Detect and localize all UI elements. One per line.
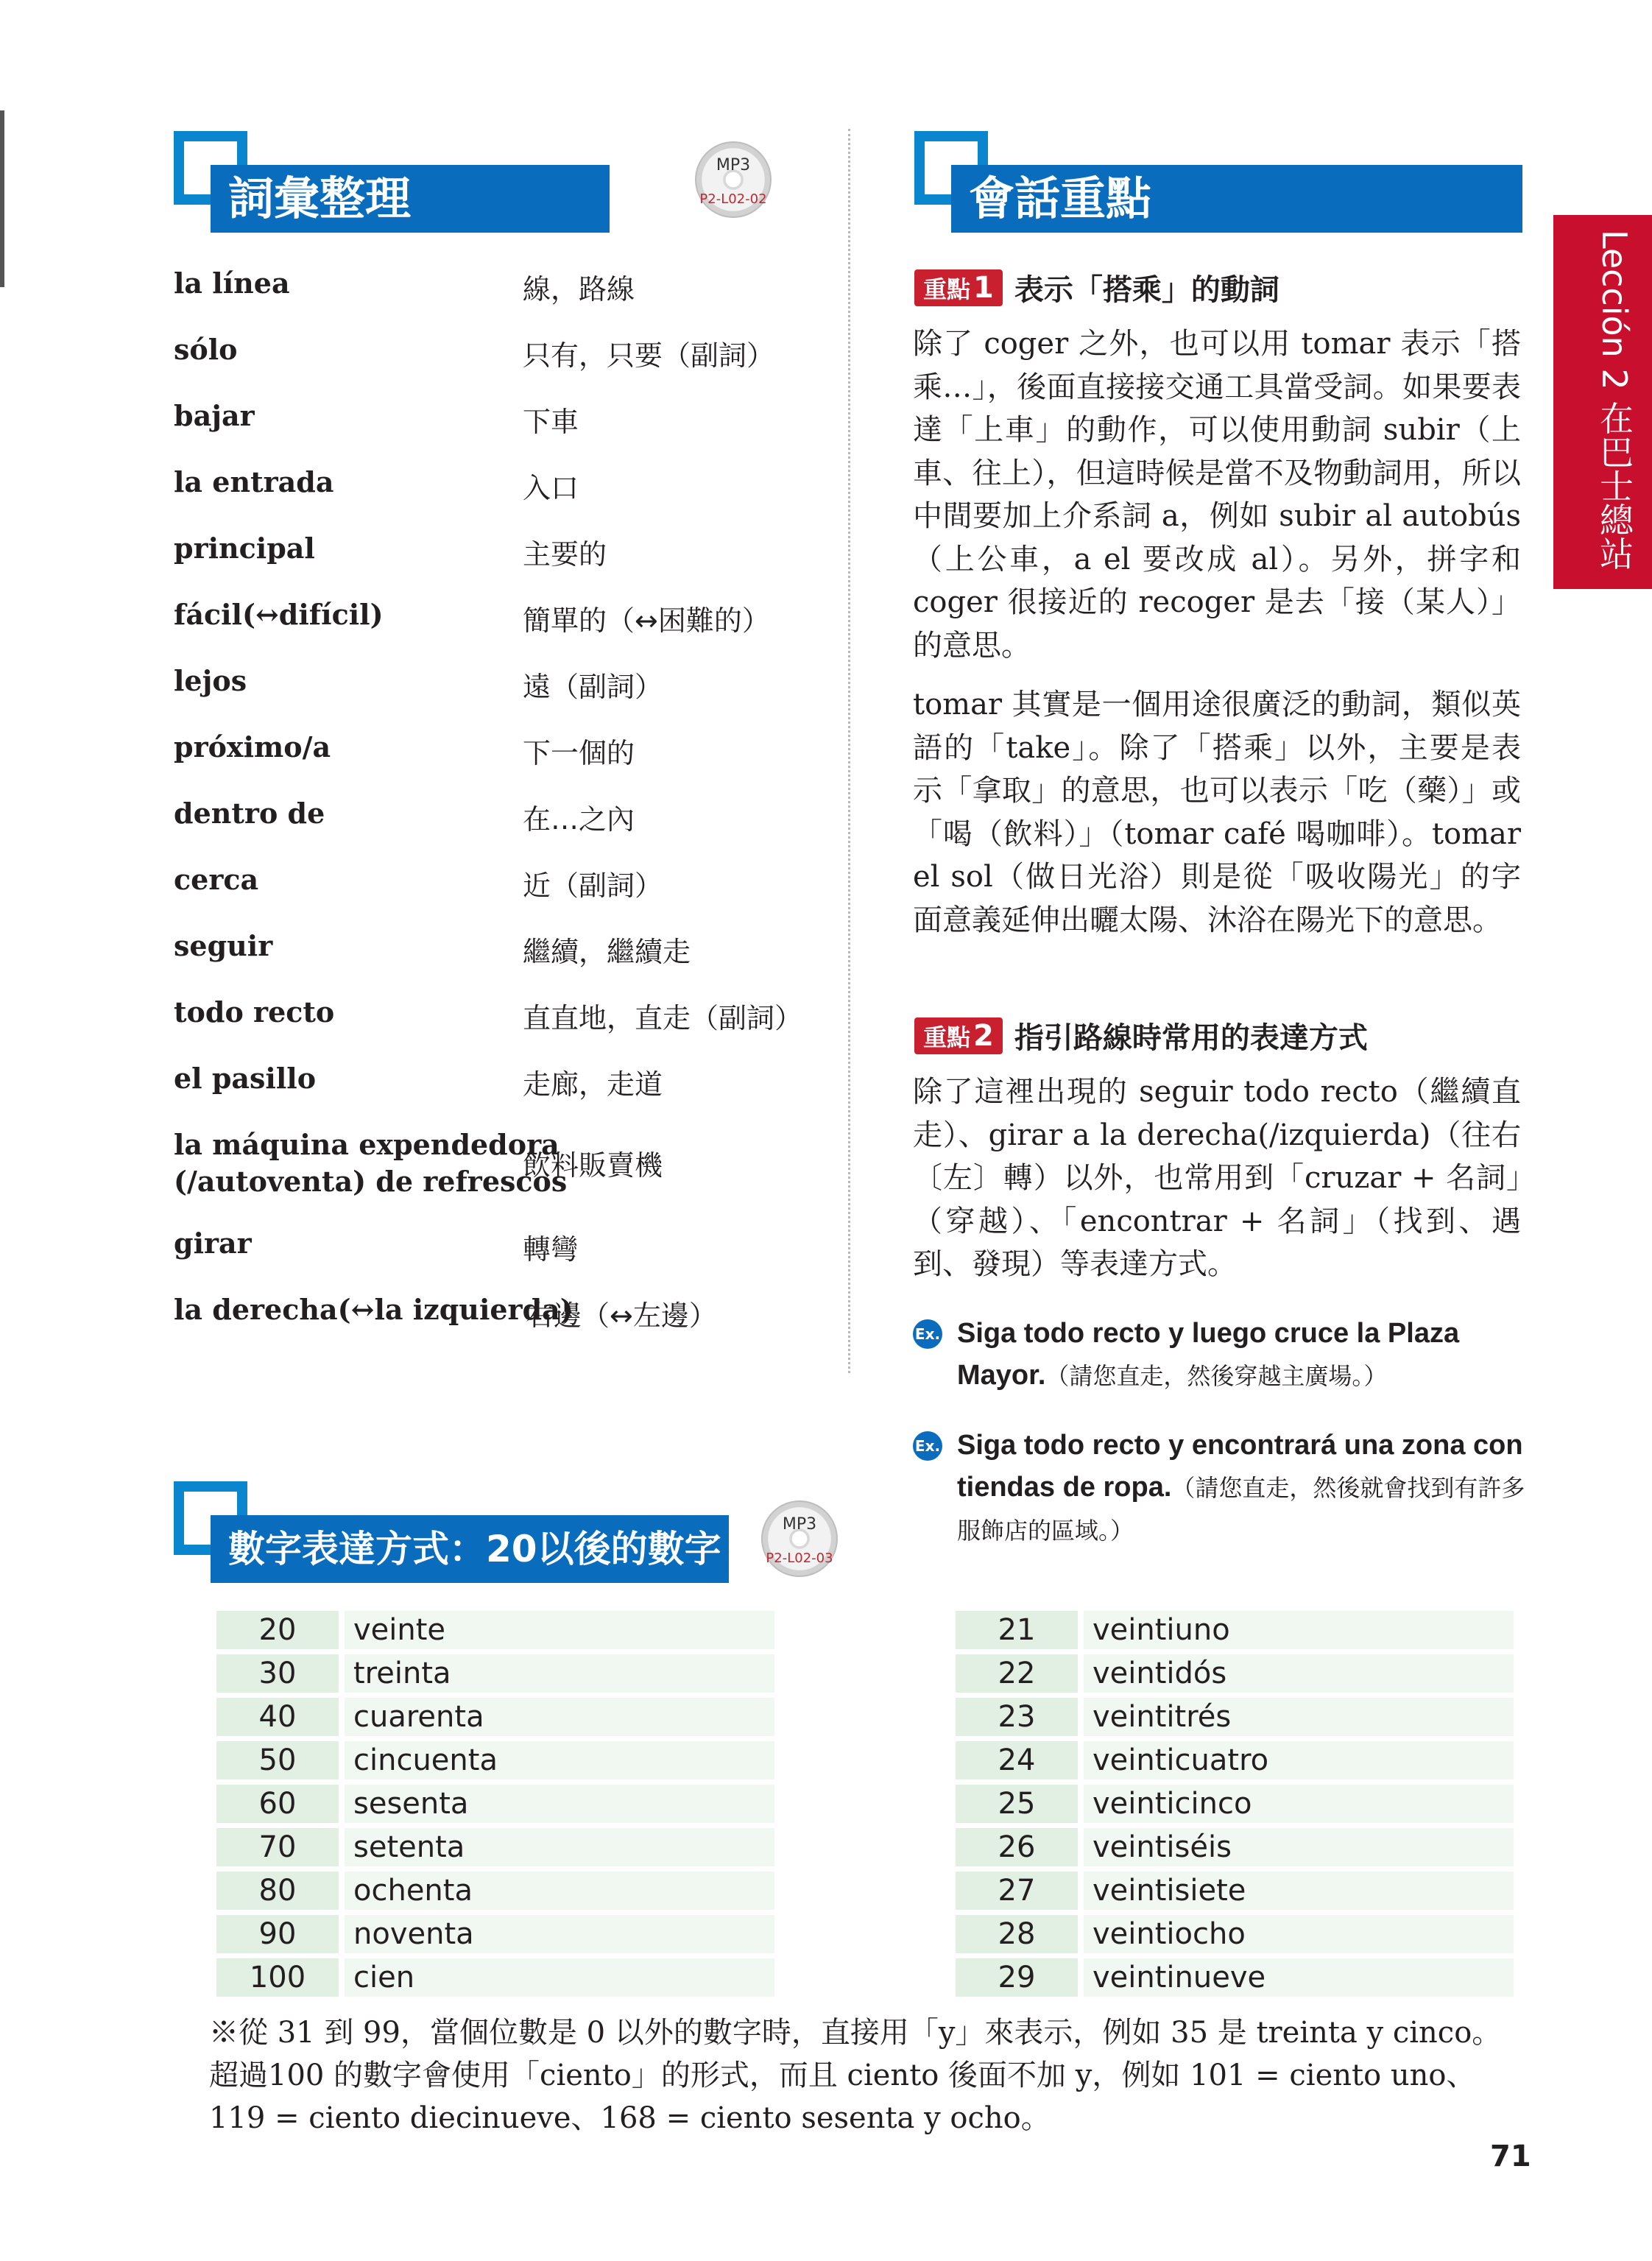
example-icon: Ex.: [913, 1319, 942, 1349]
vocab-spanish: la línea: [174, 267, 290, 300]
point2-paragraph: 除了這裡出現的 seguir todo recto（繼續直走）、girar a la derecha(/izquierda)（往右〔左〕轉）以外，也常用到「cruzar + 名詞」（穿越）、「encontrar + 名詞」（找到、遇到、發現）等表達方式。: [913, 1075, 1521, 1281]
number-word: veintiocho: [1084, 1915, 1514, 1953]
number-row: [216, 1828, 774, 1866]
number-digit: 22: [956, 1654, 1078, 1693]
number-digit: 27: [956, 1872, 1078, 1910]
number-word: noventa: [345, 1915, 774, 1953]
number-row: [956, 1654, 1514, 1693]
example-icon: Ex.: [913, 1431, 942, 1461]
number-row: [956, 1958, 1514, 1997]
number-digit: 25: [956, 1785, 1078, 1823]
number-digit: 30: [216, 1654, 339, 1693]
number-row: [956, 1915, 1514, 1953]
vocab-chinese: 飲料販賣機: [523, 1149, 663, 1182]
number-row: [956, 1741, 1514, 1779]
number-digit: 23: [956, 1698, 1078, 1736]
vocab-spanish: girar: [174, 1227, 252, 1260]
number-row: [216, 1741, 774, 1779]
number-digit: 26: [956, 1828, 1078, 1866]
vocab-chinese: 簡單的（↔困難的）: [523, 604, 770, 637]
number-word: cincuenta: [345, 1741, 774, 1779]
vocab-chinese: 下車: [523, 406, 579, 438]
vocab-chinese: 線，路線: [523, 273, 635, 306]
point1-heading: [914, 267, 1279, 306]
vocab-spanish: la entrada: [174, 465, 334, 498]
number-row: [956, 1872, 1514, 1910]
vocab-spanish: lejos: [174, 664, 247, 697]
vocab-spanish: la derecha(↔la izquierda): [174, 1293, 573, 1326]
number-row: [216, 1785, 774, 1823]
number-row: [956, 1611, 1514, 1649]
number-digit: 80: [216, 1872, 339, 1910]
number-row: [216, 1872, 774, 1910]
point1-paragraph-1: 除了 coger 之外，也可以用 tomar 表示「搭乘…」，後面直接接交通工具當受詞。如果要表達「上車」的動作，可以使用動詞 subir（上車、往上），但這時候是當不及物動詞用，所以中間要加上介系詞 a，例如 subir al autobús（上公車，a el 要改成 al）。另外，拼字和 coger 很接近的 recoger 是去「接（某人）」的意思。: [913, 327, 1521, 663]
lesson-side-tab: Lección 2 在巴士總站: [1553, 215, 1652, 589]
mp3-cd-icon[interactable]: MP3 P2-L02-03: [761, 1500, 838, 1577]
number-row: [216, 1654, 774, 1693]
number-digit: 29: [956, 1958, 1078, 1997]
vocab-section-title: 詞彙整理: [211, 165, 610, 233]
number-word: setenta: [345, 1828, 774, 1866]
number-word: sesenta: [345, 1785, 774, 1823]
number-word: cuarenta: [345, 1698, 774, 1736]
number-word: treinta: [345, 1654, 774, 1693]
vocab-spanish: dentro de: [174, 797, 325, 830]
vocab-spanish: próximo/a: [174, 730, 331, 763]
number-word: veintiuno: [1084, 1611, 1514, 1649]
point-badge: 重點 2: [914, 1017, 1003, 1054]
example-spanish: Siga todo recto y luego cruce la Plaza Mayor.: [957, 1318, 1460, 1391]
number-word: veintiséis: [1084, 1828, 1514, 1866]
vocab-chinese: 下一個的: [523, 737, 635, 769]
mp3-cd-icon[interactable]: MP3 P2-L02-02: [695, 141, 772, 218]
number-digit: 20: [216, 1611, 339, 1649]
numbers-section-title: 數字表達方式：20以後的數字: [211, 1515, 729, 1583]
number-word: veintidós: [1084, 1654, 1514, 1693]
number-row: [216, 1915, 774, 1953]
number-row: [216, 1958, 774, 1997]
vocab-chinese: 在…之內: [523, 803, 635, 836]
number-row: [216, 1611, 774, 1649]
number-word: cien: [345, 1958, 774, 1997]
number-digit: 70: [216, 1828, 339, 1866]
page-number: 71: [1490, 2140, 1531, 2173]
vocab-chinese: 繼續，繼續走: [523, 936, 691, 968]
point1-title: 表示「搭乘」的動詞: [1014, 273, 1279, 307]
example-translation: （請您直走，然後穿越主廣場。）: [1045, 1362, 1388, 1390]
vocab-spanish: cerca: [174, 863, 259, 896]
number-word: veintinueve: [1084, 1958, 1514, 1997]
number-digit: 50: [216, 1741, 339, 1779]
vocab-chinese: 轉彎: [523, 1233, 579, 1266]
vocab-spanish: la máquina expendedora: [174, 1128, 560, 1161]
example-translation: （請您直走，然後就會找到有許多服飾店的區域。）: [957, 1474, 1525, 1545]
number-digit: 60: [216, 1785, 339, 1823]
point2-heading: [914, 1015, 1368, 1054]
vocab-spanish: fácil(↔difícil): [174, 598, 384, 631]
number-word: veinticinco: [1084, 1785, 1514, 1823]
page-edge-mark: [0, 110, 4, 287]
vocab-spanish: todo recto: [174, 995, 335, 1029]
number-digit: 21: [956, 1611, 1078, 1649]
vocab-chinese: 直直地，直走（副詞）: [523, 1002, 803, 1034]
vocab-spanish-line2: (/autoventa) de refrescos: [174, 1165, 568, 1198]
vocab-spanish: bajar: [174, 399, 255, 432]
numbers-note: ※從 31 到 99，當個位數是 0 以外的數字時，直接用「y」來表示，例如 35 是 treinta y cinco。超過100 的數字會使用「ciento」的形式，而且 ciento 後面不加 y，例如 101 = ciento uno、119 = ciento diecinueve、168 = ciento sesenta y ocho。: [209, 2016, 1502, 2135]
number-word: veinte: [345, 1611, 774, 1649]
number-row: [956, 1785, 1514, 1823]
number-digit: 90: [216, 1915, 339, 1953]
number-digit: 28: [956, 1915, 1078, 1953]
vocab-chinese: 遠（副詞）: [523, 671, 663, 703]
conversation-section-title: 會話重點: [951, 165, 1522, 233]
vocab-spanish: principal: [174, 532, 315, 565]
vocab-chinese: 右邊（↔左邊）: [526, 1299, 717, 1332]
vocab-chinese: 主要的: [523, 538, 607, 571]
vocab-chinese: 入口: [523, 472, 579, 504]
vocab-spanish: seguir: [174, 929, 273, 962]
number-digit: 24: [956, 1741, 1078, 1779]
vocab-chinese: 近（副詞）: [523, 870, 663, 902]
example-spanish: Siga todo recto y encontrará una zona con tiendas de ropa.: [957, 1430, 1523, 1503]
number-word: veinticuatro: [1084, 1741, 1514, 1779]
number-digit: 100: [216, 1958, 339, 1997]
number-row: [216, 1698, 774, 1736]
column-divider: [848, 129, 850, 1373]
vocab-chinese: 只有，只要（副詞）: [523, 339, 775, 372]
point-badge: 重點 1: [914, 269, 1003, 306]
number-row: [956, 1828, 1514, 1866]
vocab-spanish: sólo: [174, 333, 238, 366]
number-word: veintisiete: [1084, 1872, 1514, 1910]
number-digit: 40: [216, 1698, 339, 1736]
vocab-chinese: 走廊，走道: [523, 1068, 663, 1101]
vocab-spanish: el pasillo: [174, 1062, 317, 1095]
point1-paragraph-2: tomar 其實是一個用途很廣泛的動詞，類似英語的「take」。除了「搭乘」以外，主要是表示「拿取」的意思，也可以表示「吃（藥）」或「喝（飲料）」（tomar café 喝咖啡）。tomar el sol（做日光浴）則是從「吸收陽光」的字面意義延伸出曬太陽、沐浴在陽光下的意思。: [913, 688, 1521, 937]
number-row: [956, 1698, 1514, 1736]
point2-title: 指引路線時常用的表達方式: [1014, 1021, 1368, 1055]
number-word: ochenta: [345, 1872, 774, 1910]
number-word: veintitrés: [1084, 1698, 1514, 1736]
